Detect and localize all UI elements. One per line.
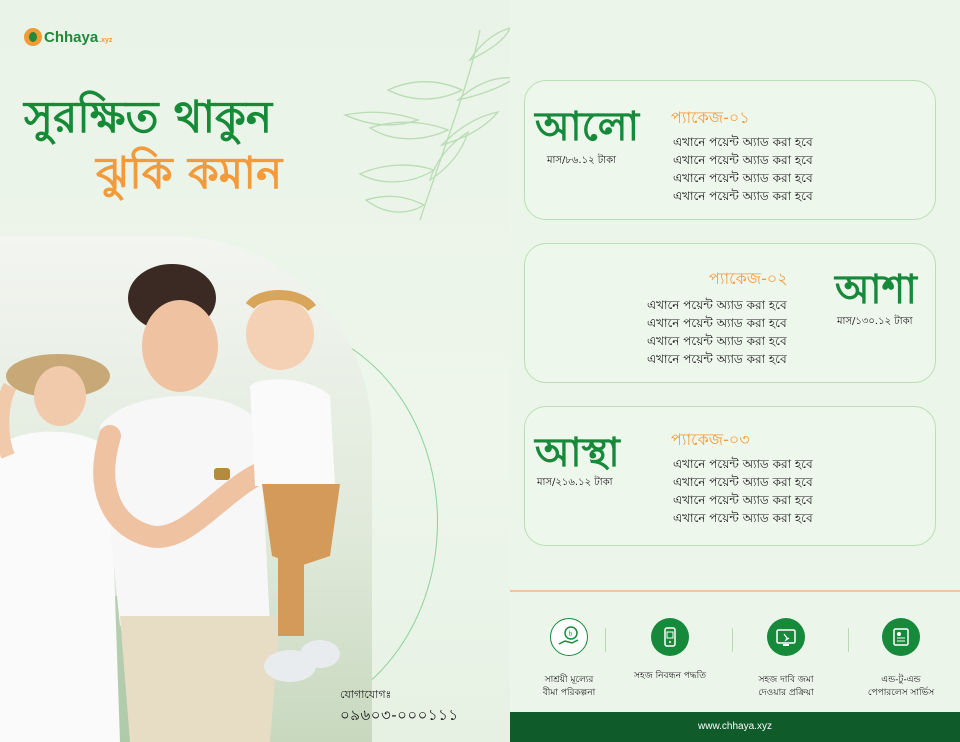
package-point: এখানে পয়েন্ট অ্যাড করা হবে <box>647 334 787 348</box>
svg-text:৳: ৳ <box>568 629 573 638</box>
claim-screen-icon <box>767 618 805 656</box>
package-title: প্যাকেজ-০২ <box>709 269 788 288</box>
package-point: এখানে পয়েন্ট অ্যাড করা হবে <box>673 135 813 149</box>
right-panel <box>510 0 960 742</box>
headline-line1: সুরক্ষিত থাকুন <box>24 92 273 143</box>
family-photo <box>0 236 372 742</box>
package-title: প্যাকেজ-০৩ <box>671 430 750 449</box>
package-name: আস্থা <box>535 430 620 476</box>
package-point: এখানে পয়েন্ট অ্যাড করা হবে <box>673 475 813 489</box>
feature-registration[interactable] <box>611 618 729 683</box>
paperless-document-icon <box>882 618 920 656</box>
package-point: এখানে পয়েন্ট অ্যাড করা হবে <box>647 316 787 330</box>
package-card-1[interactable] <box>524 80 936 220</box>
headline-line2: ঝুকি কমান <box>96 148 283 199</box>
package-point: এখানে পয়েন্ট অ্যাড করা হবে <box>673 493 813 507</box>
section-divider <box>510 590 960 592</box>
package-point: এখানে পয়েন্ট অ্যাড করা হবে <box>673 511 813 525</box>
package-card-3[interactable] <box>524 406 936 546</box>
feature-label-line2: বীমা পরিকল্পনা <box>542 688 596 698</box>
feature-label-line1: সহজ দাবি জমা <box>758 675 814 685</box>
package-point: এখানে পয়েন্ট অ্যাড করা হবে <box>673 189 813 203</box>
logo-suffix: .xyz <box>99 36 113 44</box>
footer-bar <box>510 712 960 742</box>
package-points <box>673 133 813 205</box>
feature-label-line1: সাশ্রয়ী মূল্যের <box>544 675 594 685</box>
package-point: এখানে পয়েন্ট অ্যাড করা হবে <box>647 352 787 366</box>
package-name: আলো <box>535 104 640 150</box>
contact-number[interactable]: ০৯৬০৩-০০০১১১ <box>340 706 459 724</box>
package-point: এখানে পয়েন্ট অ্যাড করা হবে <box>673 153 813 167</box>
package-title: প্যাকেজ-০১ <box>671 108 750 127</box>
package-name: আশা <box>835 267 917 313</box>
feature-separator <box>605 628 606 652</box>
package-points <box>647 296 787 368</box>
feature-label-line2: পেপারলেস সার্ভিস <box>867 688 935 698</box>
feature-label-line1: এন্ড-টু-এন্ড <box>881 675 921 685</box>
logo-icon <box>24 28 42 46</box>
features-row <box>510 618 960 708</box>
package-points <box>673 455 813 527</box>
brand-logo[interactable] <box>24 28 112 46</box>
contact-label: যোগাযোগঃ <box>340 688 392 701</box>
website-link[interactable]: www.chhaya.xyz <box>698 721 772 732</box>
feature-label-line2: দেওয়ার প্রক্রিয়া <box>758 688 814 698</box>
feature-paperless[interactable] <box>842 618 960 700</box>
mobile-register-icon <box>651 618 689 656</box>
feature-claim[interactable] <box>727 618 845 700</box>
package-price: মাস/৮৬.১২ টাকা <box>547 155 617 166</box>
taka-hand-icon <box>550 618 588 656</box>
logo-text: Chhaya <box>44 28 99 46</box>
family-illustration <box>0 236 372 742</box>
package-point: এখানে পয়েন্ট অ্যাড করা হবে <box>647 298 787 312</box>
feature-label-line1: সহজ নিবন্ধন পদ্ধতি <box>634 671 706 681</box>
package-card-2[interactable] <box>524 243 936 383</box>
package-point: এখানে পয়েন্ট অ্যাড করা হবে <box>673 171 813 185</box>
package-point: এখানে পয়েন্ট অ্যাড করা হবে <box>673 457 813 471</box>
package-price: মাস/২১৬.১২ টাকা <box>537 477 613 488</box>
package-price: মাস/১৩০.১২ টাকা <box>837 316 913 327</box>
leaf-branch-icon <box>330 20 510 230</box>
